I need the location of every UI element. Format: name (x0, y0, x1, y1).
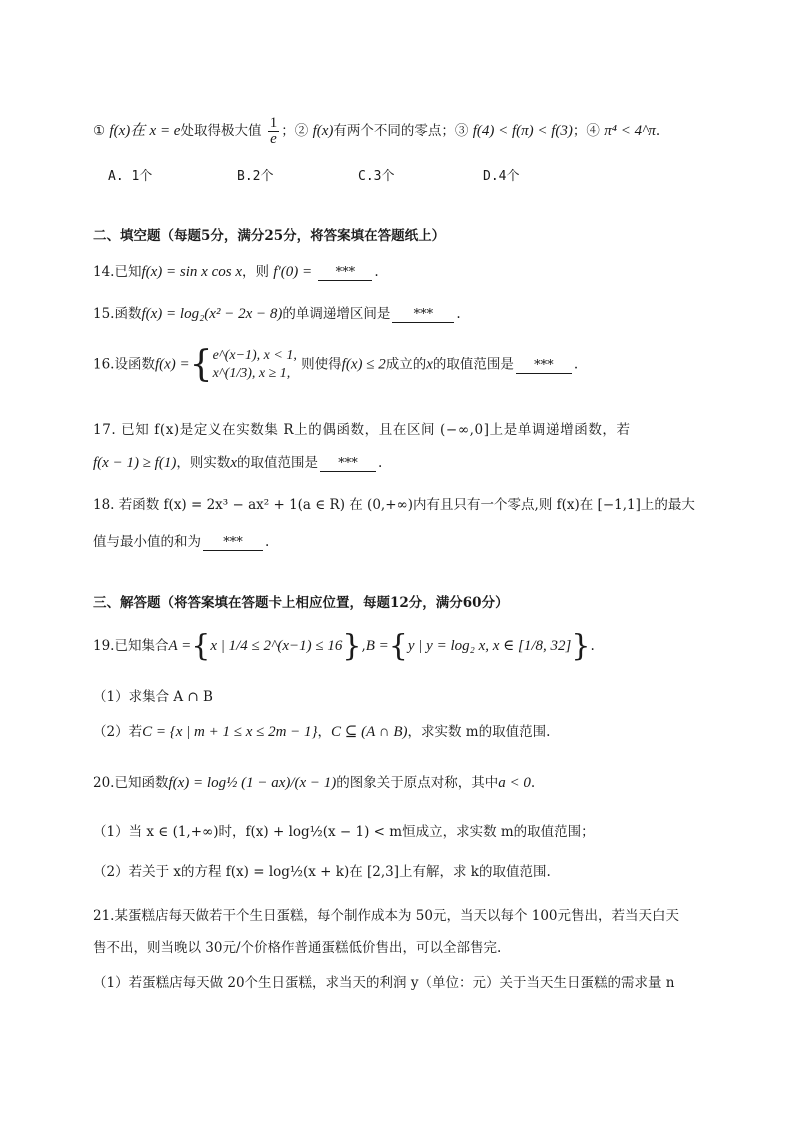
question-18-line-2: 值与最小值的和为 *** . (93, 534, 270, 550)
question-19-part-2: （2）若C = {x | m + 1 ≤ x ≤ 2m − 1}，C ⊆ (A ∩ B)，求实数 m的取值范围. (93, 724, 551, 740)
question-20-part-1: （1）当 x ∈ (1,+∞)时，f(x) + log½(x − 1) < m恒成立，求实数 m的取值范围； (93, 824, 595, 840)
question-14: 14.已知f(x) = sin x cos x，则 f′(0) = *** . (93, 264, 379, 280)
choice-a: A. 1个 (108, 169, 153, 184)
question-19-part-1: （1）求集合 A ∩ B (93, 689, 213, 705)
piecewise-cases: e^(x−1), x < 1, x^(1/3), x ≥ 1, (212, 348, 297, 381)
question-15: 15.函数f(x) = log₂(x² − 2x − 8)的单调递增区间是 *** . (93, 306, 461, 322)
answer-blank: *** (203, 536, 263, 551)
left-brace: { (189, 344, 213, 385)
section-2-title: 二、填空题（每题5分，满分25分，将答案填在答题纸上） (93, 228, 446, 244)
choice-d: D.4个 (483, 169, 520, 184)
question-17-line-1: 17. 已知 f(x)是定义在实数集 R上的偶函数，且在区间 (−∞,0]上是单调递增函数，若 (93, 422, 631, 438)
question-21-line-1: 21.某蛋糕店每天做若干个生日蛋糕，每个制作成本为 50元，当天以每个 100元售出，若当天白天 (93, 908, 679, 924)
choice-c: C.3个 (358, 169, 395, 184)
section-3-title: 三、解答题（将答案填在答题卡上相应位置，每题12分，满分60分） (93, 595, 509, 611)
fraction-1-over-e: $\frac{1}{e}$ (269, 115, 278, 147)
q13-statements: ① f(x)在 x = e处取得极大值 $\frac{1}{e}$ ；② f(x)有两个不同的零点；③ f(4) < f(π) < f(3)；④ π⁴ < 4^π. (93, 115, 661, 147)
question-21-line-2: 售不出，则当晚以 30元/个价格作普通蛋糕低价售出，可以全部售完. (93, 940, 502, 956)
answer-blank: *** (392, 308, 454, 323)
question-18-line-1: 18. 若函数 f(x) = 2x³ − ax² + 1(a ∈ R) 在 (0,+∞)内有且只有一个零点,则 f(x)在 [−1,1]上的最大 (93, 497, 695, 513)
answer-blank: *** (516, 359, 572, 374)
question-19: 19.已知集合A ={x | 1/4 ≤ 2^(x−1) ≤ 16},B ={y | y = log₂ x, x ∈ [1/8, 32]}. (93, 628, 595, 664)
answer-blank: *** (320, 457, 376, 472)
choice-b: B.2个 (237, 169, 274, 184)
question-16: 16.设函数f(x) ={ e^(x−1), x < 1, x^(1/3), x ≥ 1, 则使得f(x) ≤ 2成立的x的取值范围是 *** . (93, 344, 579, 385)
answer-blank: *** (318, 266, 372, 281)
question-20-part-2: （2）若关于 x的方程 f(x) = log½(x + k)在 [2,3]上有解，求 k的取值范围. (93, 864, 551, 880)
question-20: 20.已知函数f(x) = log½ (1 − ax)/(x − 1)的图象关于原点对称，其中a < 0. (93, 775, 536, 791)
question-17-line-2: f(x − 1) ≥ f(1)，则实数x的取值范围是 *** . (93, 455, 383, 471)
question-21-part-1: （1）若蛋糕店每天做 20个生日蛋糕，求当天的利润 y（单位：元）关于当天生日蛋糕的需求量 n (93, 975, 675, 991)
